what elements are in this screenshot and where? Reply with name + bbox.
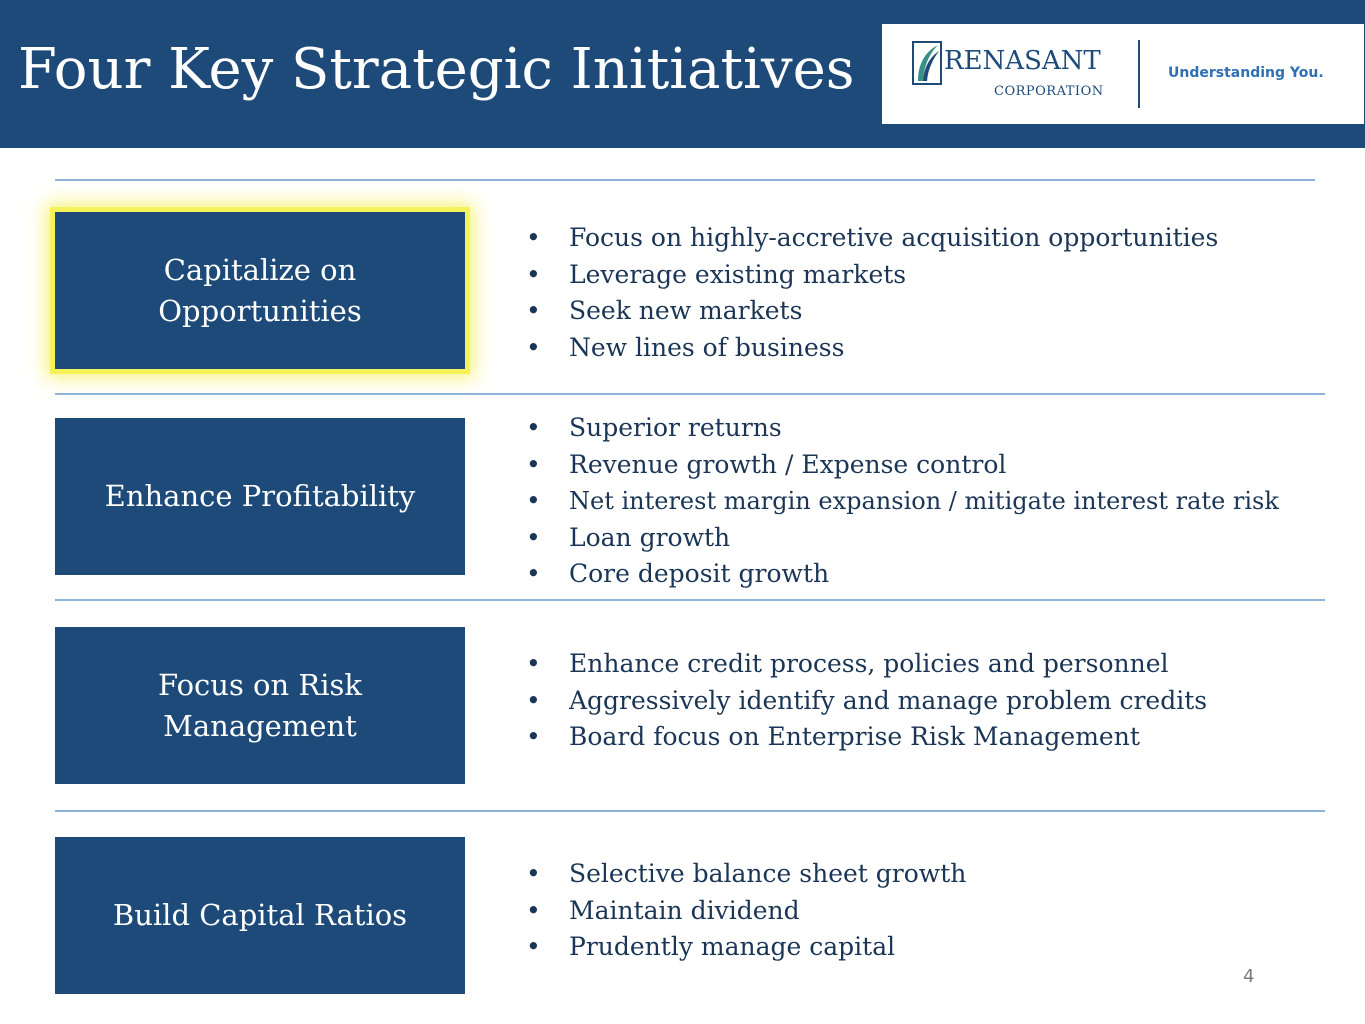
list-item	[524, 646, 1207, 683]
bullet-text: Net interest margin expansion / mitigate interest rate risk	[569, 487, 1279, 515]
bullet-text: Superior returns	[569, 413, 782, 442]
initiative-label: Focus on Risk Management	[158, 667, 362, 743]
bullet-icon: •	[526, 332, 541, 362]
bullet-icon: •	[526, 486, 541, 515]
bullet-icon: •	[526, 859, 541, 888]
slide-title: Four Key Strategic Initiatives	[18, 37, 855, 102]
bullet-text: Loan growth	[569, 522, 731, 552]
bullet-text: Maintain dividend	[569, 895, 800, 925]
bullet-icon: •	[526, 413, 541, 442]
bullet-text: Seek new markets	[569, 296, 803, 325]
divider-rule	[55, 179, 1315, 181]
logo-divider	[1138, 40, 1140, 108]
bullet-text: New lines of business	[569, 332, 845, 362]
bullet-list-risk	[524, 646, 1207, 756]
bullet-text: Prudently manage capital	[569, 932, 896, 961]
bullet-icon: •	[526, 223, 541, 252]
initiative-box-profitability	[55, 418, 465, 575]
list-item	[524, 929, 966, 966]
bullet-text: Aggressively identify and manage problem credits	[569, 685, 1208, 715]
divider-rule	[55, 599, 1325, 601]
bullet-text: Leverage existing markets	[569, 259, 907, 289]
company-logo	[882, 24, 1364, 124]
initiative-box-capital	[55, 837, 465, 994]
list-item	[524, 293, 1218, 330]
list-item	[524, 220, 1218, 257]
initiative-label: Build Capital Ratios	[112, 898, 408, 932]
logo-name: RENASANT	[944, 46, 1101, 76]
list-item	[524, 447, 1279, 484]
bullet-icon: •	[526, 932, 541, 961]
initiative-label: Enhance Profitability	[104, 479, 416, 513]
list-item	[524, 520, 1279, 557]
bullet-text: Enhance credit process, policies and personnel	[569, 649, 1169, 678]
bullet-text: Selective balance sheet growth	[569, 859, 967, 888]
bullet-icon: •	[526, 895, 541, 925]
page-number: 4	[1243, 966, 1255, 987]
bullet-list-profitability	[524, 410, 1279, 593]
bullet-text: Revenue growth / Expense control	[569, 449, 1007, 479]
list-item	[524, 556, 1279, 593]
bullet-icon: •	[526, 559, 541, 588]
list-item	[524, 856, 966, 893]
bullet-text: Focus on highly-accretive acquisition opportunities	[569, 223, 1219, 252]
bullet-icon: •	[526, 685, 541, 715]
list-item	[524, 257, 1218, 294]
initiative-box-risk	[55, 627, 465, 784]
bullet-list-capitalize	[524, 220, 1218, 366]
slide-header	[0, 0, 1365, 148]
list-item	[524, 893, 966, 930]
initiative-box-capitalize	[55, 212, 465, 369]
divider-rule	[55, 393, 1325, 395]
bullet-list-capital	[524, 856, 966, 966]
list-item	[524, 330, 1218, 367]
logo-subtitle: CORPORATION	[994, 84, 1104, 99]
list-item	[524, 483, 1279, 520]
bullet-icon: •	[526, 259, 541, 289]
bullet-text: Board focus on Enterprise Risk Management	[569, 722, 1140, 751]
list-item	[524, 410, 1279, 447]
bullet-icon: •	[526, 649, 541, 678]
bullet-icon: •	[526, 522, 541, 552]
list-item	[524, 719, 1207, 756]
divider-rule	[55, 810, 1325, 812]
list-item	[524, 683, 1207, 720]
bullet-text: Core deposit growth	[569, 559, 830, 588]
initiative-label: Capitalize on Opportunities	[158, 252, 362, 328]
bullet-icon: •	[526, 449, 541, 479]
bullet-icon: •	[526, 296, 541, 325]
bullet-icon: •	[526, 722, 541, 751]
leaf-icon	[912, 41, 942, 85]
logo-tagline: Understanding You.	[1168, 65, 1324, 81]
